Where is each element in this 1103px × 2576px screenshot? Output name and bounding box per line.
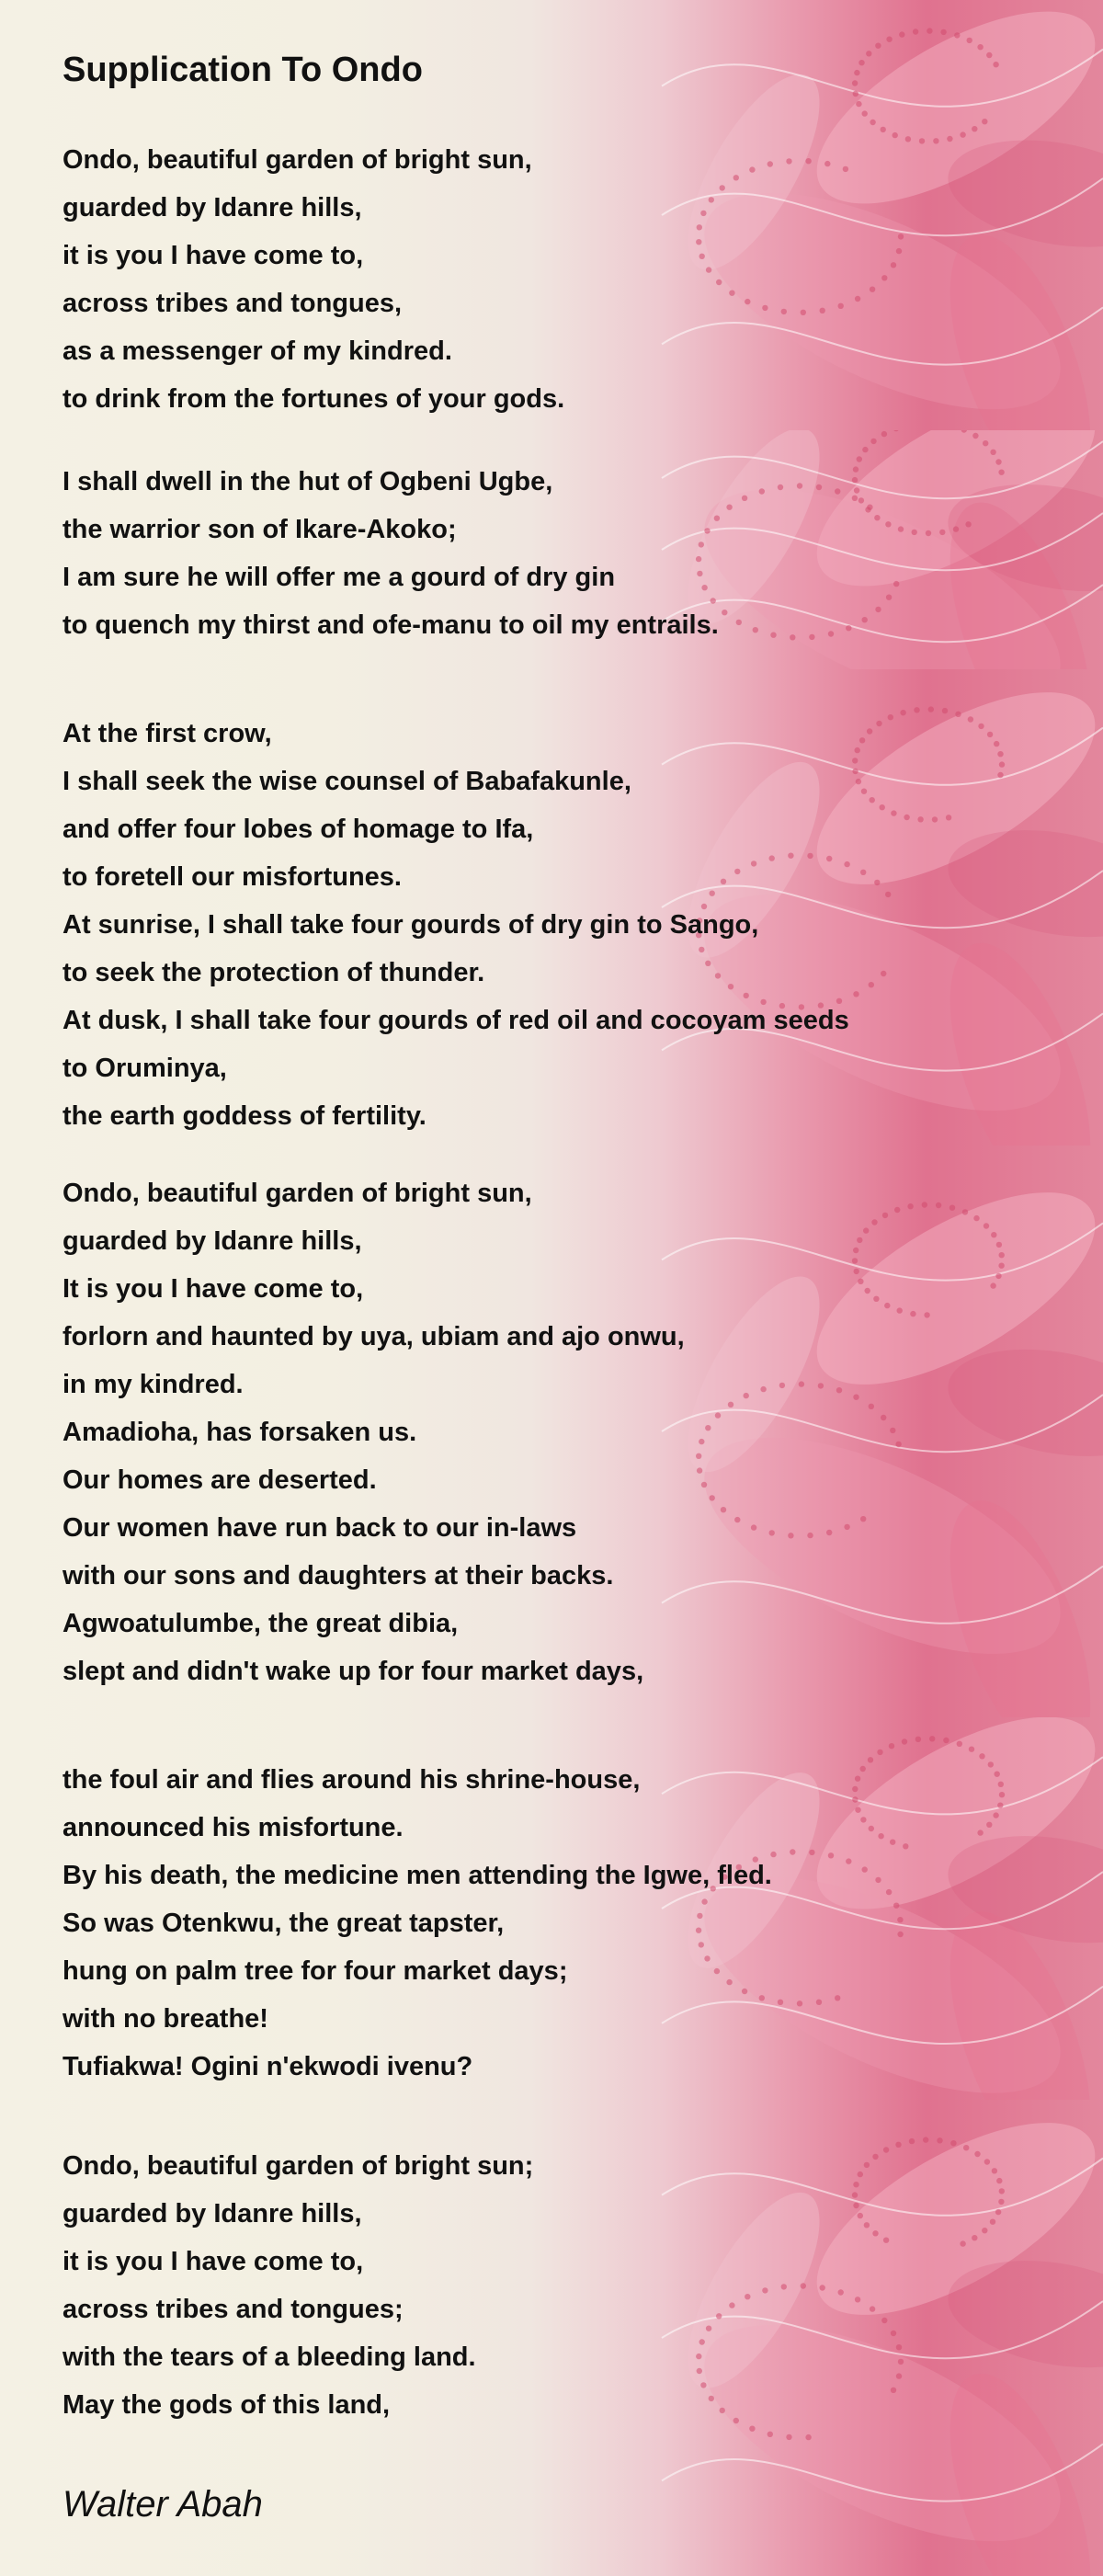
poem-line: forlorn and haunted by uya, ubiam and ajo onwu, xyxy=(63,1322,685,1351)
poem-line: Tufiakwa! Ogini n'ekwodi ivenu? xyxy=(63,2052,473,2081)
poem-line: guarded by Idanre hills, xyxy=(63,1226,362,1256)
poem-line: May the gods of this land, xyxy=(63,2390,391,2420)
poem-line: It is you I have come to, xyxy=(63,1274,364,1304)
poem-line: announced his misfortune. xyxy=(63,1813,404,1842)
poem-line: By his death, the medicine men attending the Igwe, fled. xyxy=(63,1861,772,1890)
poem-line: At sunrise, I shall take four gourds of dry gin to Sango, xyxy=(63,910,759,940)
poem-line: Amadioha, has forsaken us. xyxy=(63,1418,417,1447)
poem-line: to drink from the fortunes of your gods. xyxy=(63,384,565,414)
poem-title: Supplication To Ondo xyxy=(63,51,423,89)
stanza xyxy=(63,2142,533,2429)
poem-line: guarded by Idanre hills, xyxy=(63,2199,362,2228)
poem-line: I shall seek the wise counsel of Babafakunle, xyxy=(63,767,631,796)
stanza xyxy=(63,1169,685,1695)
poem-line: it is you I have come to, xyxy=(63,241,364,270)
poem-line: to foretell our misfortunes. xyxy=(63,862,402,892)
poem-line: Ondo, beautiful garden of bright sun, xyxy=(63,145,532,175)
poem-line: the foul air and flies around his shrine-house, xyxy=(63,1765,641,1795)
poem-panel xyxy=(0,1146,1103,1717)
poem-line: the warrior son of Ikare-Akoko; xyxy=(63,515,457,544)
poem-line: hung on palm tree for four market days; xyxy=(63,1956,568,1986)
poem-panel xyxy=(0,1717,1103,2100)
poem-line: with our sons and daughters at their backs. xyxy=(63,1561,614,1590)
poem-line: Agwoatulumbe, the great dibia, xyxy=(63,1609,459,1638)
poem-line: I am sure he will offer me a gourd of dry gin xyxy=(63,563,616,592)
poem-line: and offer four lobes of homage to Ifa, xyxy=(63,815,534,844)
poem-line: with no breathe! xyxy=(63,2004,268,2034)
stanza xyxy=(63,710,849,1140)
poem-line: I shall dwell in the hut of Ogbeni Ugbe, xyxy=(63,467,553,496)
poem-line: across tribes and tongues, xyxy=(63,289,403,318)
poem-line: Our women have run back to our in-laws xyxy=(63,1513,577,1543)
stanza xyxy=(63,458,719,649)
poem-line: to seek the protection of thunder. xyxy=(63,958,485,987)
poem-line: it is you I have come to, xyxy=(63,2247,364,2276)
poem-panel xyxy=(0,430,1103,669)
poem-author: Walter Abah xyxy=(63,2484,263,2525)
poem-line: Our homes are deserted. xyxy=(63,1465,377,1495)
poem-line: Ondo, beautiful garden of bright sun; xyxy=(63,2151,534,2181)
poem-line: as a messenger of my kindred. xyxy=(63,336,452,366)
poem-line: in my kindred. xyxy=(63,1370,244,1399)
poem-line: to Oruminya, xyxy=(63,1054,227,1083)
poem-line: Ondo, beautiful garden of bright sun, xyxy=(63,1179,532,1208)
poem-line: across tribes and tongues; xyxy=(63,2295,404,2324)
poem-line: So was Otenkwu, the great tapster, xyxy=(63,1909,505,1938)
poem-line: At dusk, I shall take four gourds of red oil and cocoyam seeds xyxy=(63,1006,849,1035)
poem-line: At the first crow, xyxy=(63,719,272,748)
stanza xyxy=(63,136,564,423)
poem-line: guarded by Idanre hills, xyxy=(63,193,362,222)
stanza xyxy=(63,1756,772,2091)
poem-panel xyxy=(0,0,1103,430)
poem-line: to quench my thirst and ofe-manu to oil my entrails. xyxy=(63,610,719,640)
poem-line: the earth goddess of fertility. xyxy=(63,1101,426,1131)
poem-line: slept and didn't wake up for four market days, xyxy=(63,1657,644,1686)
poem-panel xyxy=(0,669,1103,1146)
poem-line: with the tears of a bleeding land. xyxy=(63,2342,476,2372)
